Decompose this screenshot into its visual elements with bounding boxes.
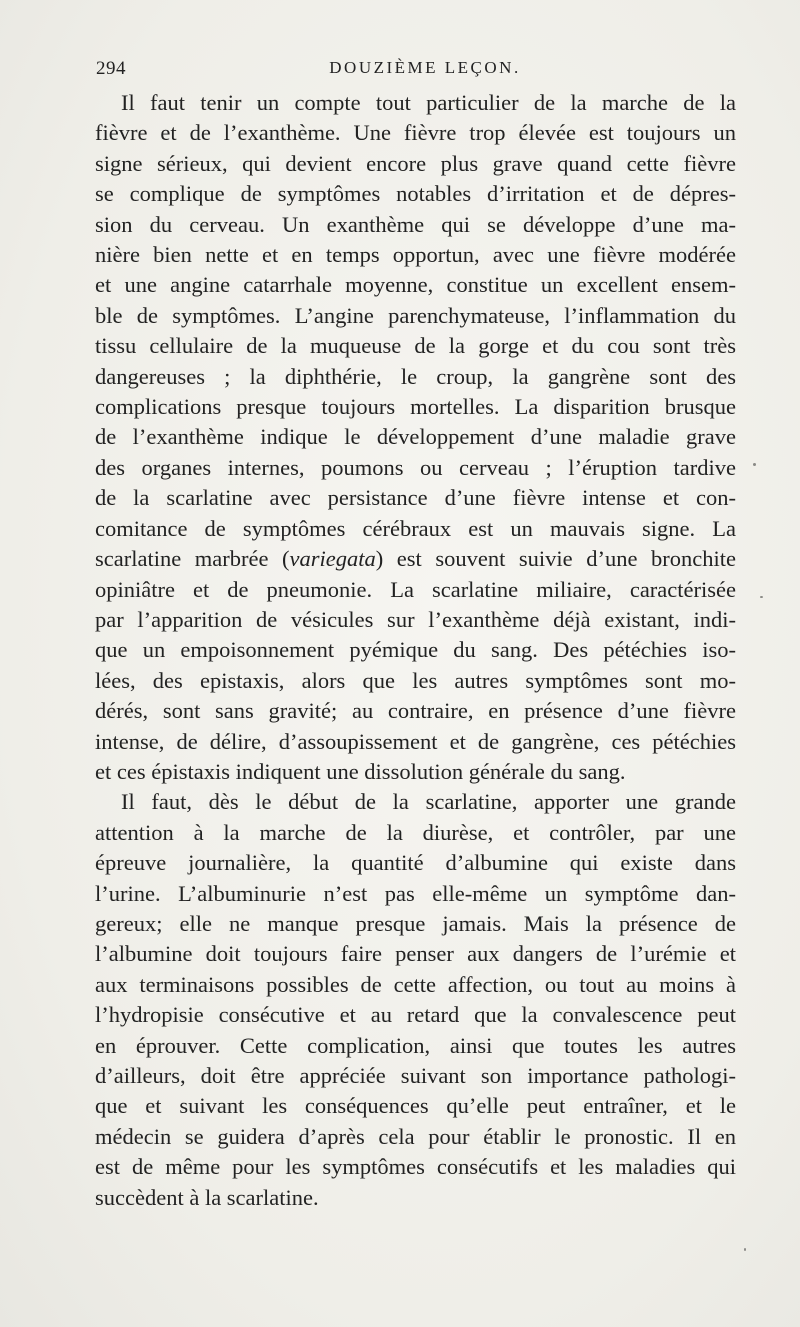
text-line: médecin se guidera d’après cela pour établir le pronostic. Il en bbox=[95, 1123, 736, 1149]
print-speck bbox=[760, 596, 763, 598]
text-line: scarlatine marbrée (variegata) est souvent suivie d’une bronchite bbox=[95, 546, 736, 572]
text-line: dangereuses ; la diphthérie, le croup, la gangrène sont des bbox=[95, 363, 736, 389]
text-line: fièvre et de l’exanthème. Une fièvre trop élevée est toujours un bbox=[95, 120, 736, 146]
text-line: nière bien nette et en temps opportun, avec une fièvre modérée bbox=[95, 242, 736, 268]
text-line: aux terminaisons possibles de cette affection, ou tout au moins à bbox=[95, 971, 736, 997]
body-text bbox=[95, 88, 736, 1213]
text-line: gereux; elle ne manque presque jamais. Mais la présence de bbox=[95, 910, 736, 936]
text-line: que et suivant les conséquences qu’elle peut entraîner, et le bbox=[95, 1093, 736, 1119]
text-line: d’ailleurs, doit être appréciée suivant son importance pathologi- bbox=[95, 1063, 736, 1088]
text-line: se complique de symptômes notables d’irritation et de dépres- bbox=[95, 181, 736, 207]
page-header bbox=[96, 58, 734, 80]
text-line: lées, des epistaxis, alors que les autres symptômes sont mo- bbox=[95, 667, 736, 693]
text-line: que un empoisonnement pyémique du sang. Des pétéchies iso- bbox=[95, 637, 736, 663]
text-line: et une angine catarrhale moyenne, constitue un excellent ensem- bbox=[95, 272, 736, 298]
page-number: 294 bbox=[96, 58, 126, 79]
text-line: l’albumine doit toujours faire penser aux dangers de l’urémie et bbox=[95, 941, 736, 967]
text-line: et ces épistaxis indiquent une dissolution générale du sang. bbox=[95, 758, 626, 784]
text-line: opiniâtre et de pneumonie. La scarlatine miliaire, caractérisée bbox=[95, 576, 736, 602]
text-line: Il faut, dès le début de la scarlatine, apporter une grande bbox=[121, 789, 736, 815]
text-line: par l’apparition de vésicules sur l’exanthème déjà existant, indi- bbox=[95, 606, 736, 632]
text-line: succèdent à la scarlatine. bbox=[95, 1184, 319, 1210]
text-line: ble de symptômes. L’angine parenchymateuse, l’inflammation du bbox=[95, 302, 736, 328]
paragraph bbox=[95, 88, 736, 787]
text-line: Il faut tenir un compte tout particulier de la marche de la bbox=[121, 90, 736, 115]
running-head: DOUZIÈME LEÇON. bbox=[329, 58, 521, 77]
text-line: intense, de délire, d’assoupissement et de gangrène, ces pétéchies bbox=[95, 728, 736, 754]
text-line: des organes internes, poumons ou cerveau ; l’éruption tardive bbox=[95, 454, 736, 480]
text-line: dérés, sont sans gravité; au contraire, en présence d’une fièvre bbox=[95, 698, 736, 724]
text-line: de l’exanthème indique le développement d’une maladie grave bbox=[95, 424, 736, 450]
text-line: tissu cellulaire de la muqueuse de la gorge et du cou sont très bbox=[95, 333, 736, 359]
text-line: comitance de symptômes cérébraux est un mauvais signe. La bbox=[95, 515, 736, 541]
text-line: épreuve journalière, la quantité d’albumine qui existe dans bbox=[95, 850, 736, 876]
text-line: en éprouver. Cette complication, ainsi que toutes les autres bbox=[95, 1032, 736, 1058]
text-line: sion du cerveau. Un exanthème qui se développe d’une ma- bbox=[95, 211, 736, 237]
text-line: de la scarlatine avec persistance d’une fièvre intense et con- bbox=[95, 485, 736, 511]
text-line: signe sérieux, qui devient encore plus grave quand cette fièvre bbox=[95, 150, 736, 176]
text-line: l’urine. L’albuminurie n’est pas elle-même un symptôme dan- bbox=[95, 880, 736, 906]
paragraph bbox=[95, 787, 736, 1213]
text-line: est de même pour les symptômes consécutifs et les maladies qui bbox=[95, 1154, 736, 1180]
print-speck bbox=[744, 1248, 746, 1251]
print-speck bbox=[753, 463, 756, 466]
italic-term: variegata bbox=[289, 546, 376, 572]
text-line: l’hydropisie consécutive et au retard que la convalescence peut bbox=[95, 1002, 736, 1028]
text-line: complications presque toujours mortelles. La disparition brusque bbox=[95, 394, 736, 420]
text-line: attention à la marche de la diurèse, et contrôler, par une bbox=[95, 819, 736, 845]
